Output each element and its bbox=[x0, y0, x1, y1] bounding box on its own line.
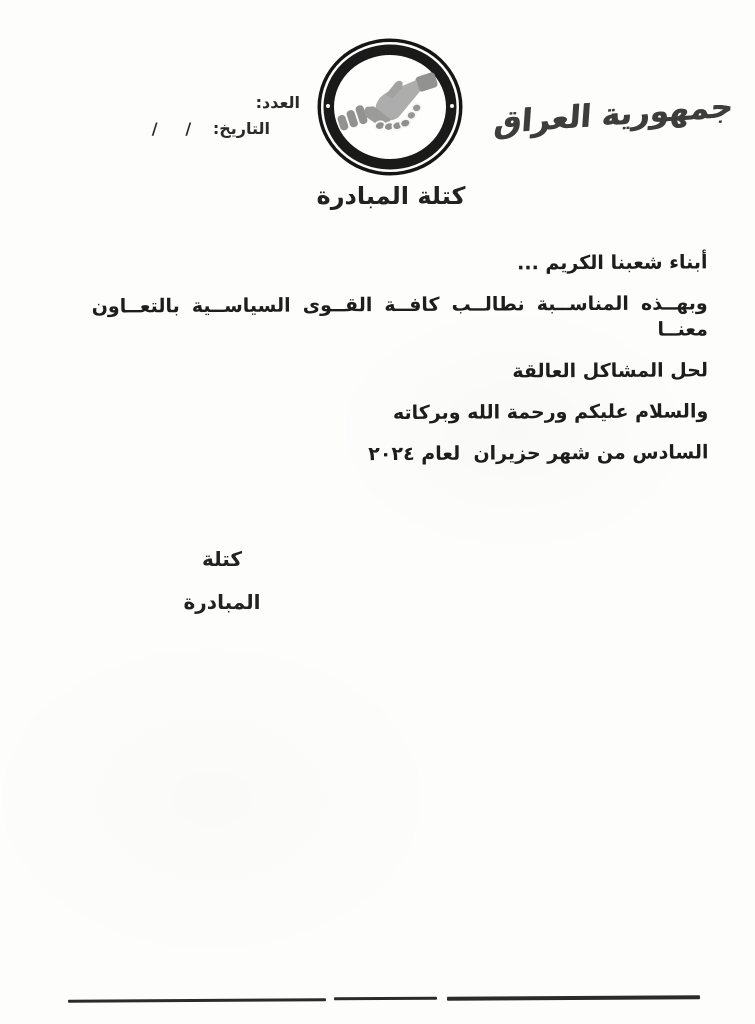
letter-number-row bbox=[152, 92, 300, 114]
republic-of-iraq-calligraphy: جمهورية العراق bbox=[492, 88, 735, 142]
org-emblem bbox=[321, 42, 459, 172]
body-line-greeting: أبناء شعبنا الكريم ... bbox=[517, 251, 708, 275]
letter-date-row bbox=[152, 118, 270, 140]
signature-line-2: المبادرة bbox=[183, 590, 261, 614]
body-line-demand: وبهــذه المناســبة نطالــب كافــة القــوى السياســية بالتعــاون معنــا bbox=[91, 292, 708, 341]
ring-notch bbox=[326, 104, 330, 108]
body-line-date: السادس من شهر حزيران لعام ٢٠٢٤ bbox=[368, 441, 709, 466]
signature-block bbox=[168, 547, 276, 614]
date-label: التاريخ: bbox=[212, 119, 270, 138]
number-label: العدد: bbox=[255, 93, 300, 112]
ring-notch bbox=[450, 104, 454, 108]
org-name: كتلة المبادرة bbox=[316, 182, 466, 210]
footer-rule-segment bbox=[334, 997, 437, 1001]
letterhead-meta bbox=[152, 92, 300, 140]
footer-rule-segment bbox=[68, 998, 326, 1003]
body-line-salutation: والسلام عليكم ورحمة الله وبركاته bbox=[392, 400, 709, 425]
handshake-icon bbox=[335, 60, 445, 154]
letter-body bbox=[91, 249, 708, 483]
body-line-solve-problems: لحل المشاكل العالقة bbox=[512, 359, 709, 383]
footer-rule-segment bbox=[447, 995, 700, 1000]
date-blank-slashes: / / bbox=[151, 119, 192, 138]
signature-line-1: كتلة bbox=[201, 547, 243, 571]
